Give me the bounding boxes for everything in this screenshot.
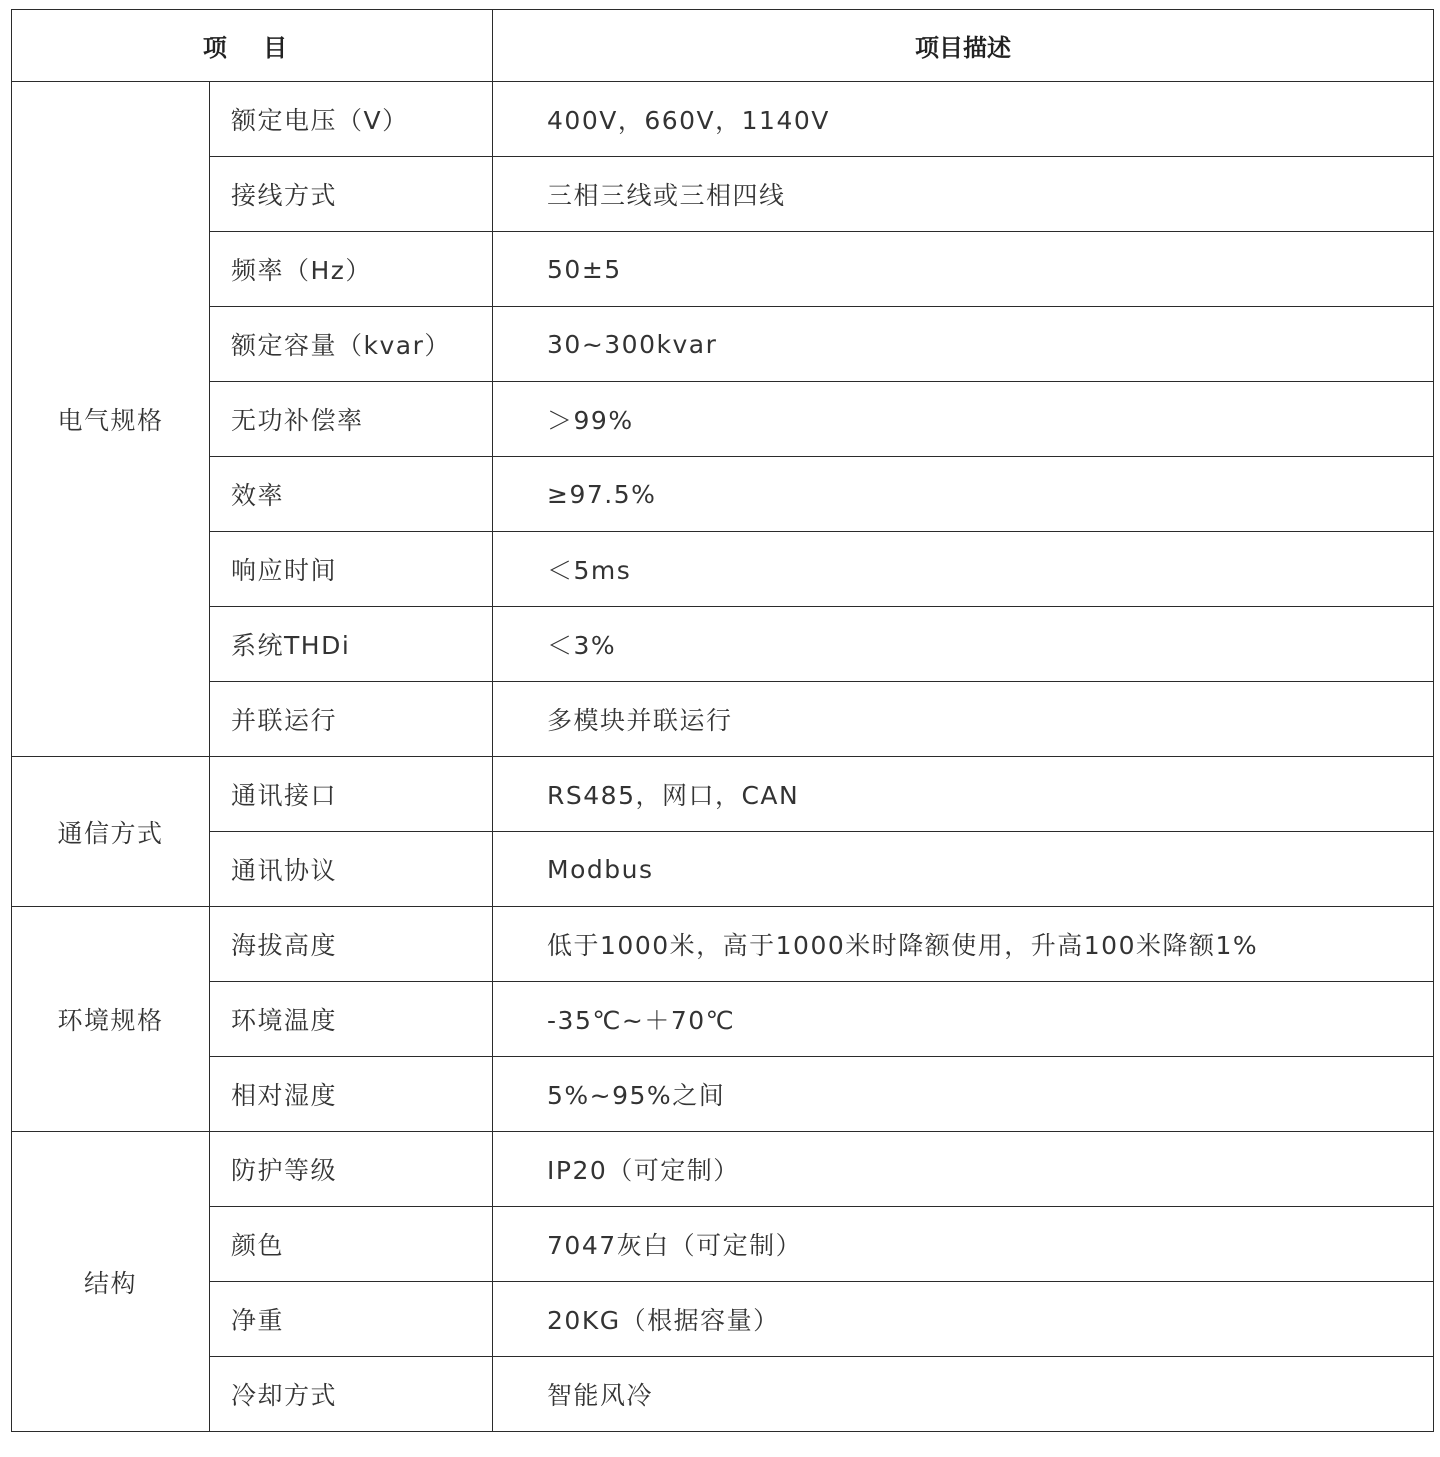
group-label: 结构 — [12, 1132, 210, 1432]
table-row — [12, 1207, 1434, 1282]
item-label: 效率 — [210, 457, 493, 532]
table-row — [12, 232, 1434, 307]
table-row — [12, 157, 1434, 232]
table-row — [12, 457, 1434, 532]
item-label: 防护等级 — [210, 1132, 493, 1207]
table-body — [12, 82, 1434, 1432]
table-row — [12, 382, 1434, 457]
item-description: 5%~95%之间 — [493, 1057, 1434, 1132]
item-description: ≥97.5% — [493, 457, 1434, 532]
item-label: 环境温度 — [210, 982, 493, 1057]
item-description: 智能风冷 — [493, 1357, 1434, 1432]
table-row — [12, 307, 1434, 382]
item-description: Modbus — [493, 832, 1434, 907]
item-label: 系统THDi — [210, 607, 493, 682]
item-description: ＜5ms — [493, 532, 1434, 607]
item-label: 净重 — [210, 1282, 493, 1357]
header-item: 项 目 — [12, 10, 493, 82]
table-row — [12, 832, 1434, 907]
item-label: 通讯协议 — [210, 832, 493, 907]
item-label: 额定电压（V） — [210, 82, 493, 157]
table-header — [12, 10, 1434, 82]
item-description: RS485，网口，CAN — [493, 757, 1434, 832]
item-label: 接线方式 — [210, 157, 493, 232]
item-label: 并联运行 — [210, 682, 493, 757]
item-label: 颜色 — [210, 1207, 493, 1282]
table-row — [12, 1357, 1434, 1432]
table-row — [12, 532, 1434, 607]
item-label: 海拔高度 — [210, 907, 493, 982]
item-label: 额定容量（kvar） — [210, 307, 493, 382]
header-row — [12, 10, 1434, 82]
table-row — [12, 1057, 1434, 1132]
item-label: 通讯接口 — [210, 757, 493, 832]
spec-table — [11, 9, 1434, 1432]
table-row — [12, 607, 1434, 682]
item-description: 低于1000米，高于1000米时降额使用，升高100米降额1% — [493, 907, 1434, 982]
item-description: 400V，660V，1140V — [493, 82, 1434, 157]
item-label: 相对湿度 — [210, 1057, 493, 1132]
table-row — [12, 907, 1434, 982]
item-description: 7047灰白（可定制） — [493, 1207, 1434, 1282]
table-row — [12, 1282, 1434, 1357]
table-row — [12, 682, 1434, 757]
table-row — [12, 982, 1434, 1057]
table-row — [12, 1132, 1434, 1207]
table-row — [12, 757, 1434, 832]
item-description: 30~300kvar — [493, 307, 1434, 382]
item-label: 频率（Hz） — [210, 232, 493, 307]
group-label: 通信方式 — [12, 757, 210, 907]
item-description: 20KG（根据容量） — [493, 1282, 1434, 1357]
item-description: -35℃~＋70℃ — [493, 982, 1434, 1057]
item-description: ＜3% — [493, 607, 1434, 682]
item-label: 冷却方式 — [210, 1357, 493, 1432]
header-description: 项目描述 — [493, 10, 1434, 82]
table-row — [12, 82, 1434, 157]
item-description: IP20（可定制） — [493, 1132, 1434, 1207]
group-label: 环境规格 — [12, 907, 210, 1132]
item-description: 50±5 — [493, 232, 1434, 307]
item-description: ＞99% — [493, 382, 1434, 457]
item-label: 无功补偿率 — [210, 382, 493, 457]
group-label: 电气规格 — [12, 82, 210, 757]
item-label: 响应时间 — [210, 532, 493, 607]
item-description: 三相三线或三相四线 — [493, 157, 1434, 232]
item-description: 多模块并联运行 — [493, 682, 1434, 757]
